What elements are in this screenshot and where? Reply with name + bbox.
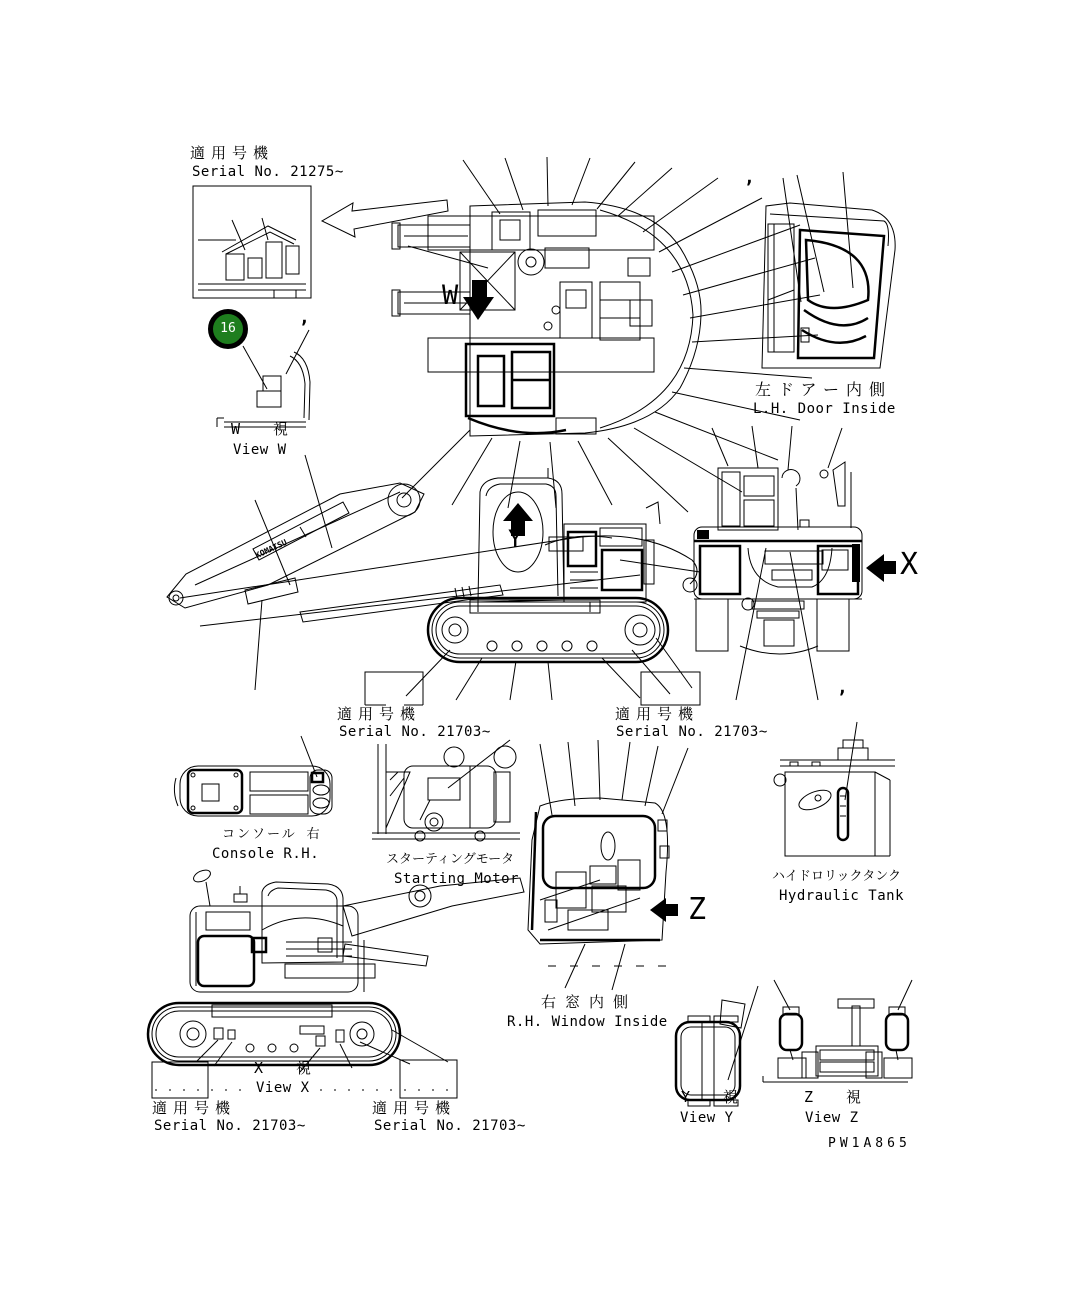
comma-mark: , — [299, 307, 310, 328]
hydraulic-tank-label-en: Hydraulic Tank — [779, 888, 905, 904]
view-z-levers-drawing — [763, 980, 912, 1082]
view-z-label-en: View Z — [805, 1110, 859, 1126]
plan-view-w-marker: W — [442, 280, 459, 311]
serial-top-label-en: Serial No. 21275~ — [192, 164, 344, 180]
rear-x-marker: X — [900, 547, 919, 582]
lh-door-label-en: L.H. Door Inside — [753, 401, 896, 417]
rh-window-inside-drawing — [528, 740, 688, 990]
serial-callout-boxes-mid — [365, 672, 700, 705]
serial-bottom-right-label-jp: 適用号機 — [372, 1099, 457, 1117]
hydraulic-tank-drawing — [774, 722, 895, 856]
serial-bottom-left-label-jp: 適用号機 — [152, 1099, 237, 1117]
seat-y-marker: Y — [508, 525, 523, 553]
hydraulic-tank-label-jp: ハイドロリックタンク — [772, 869, 901, 884]
view-w-label-jp: W 視 — [231, 420, 291, 438]
comma-mark: , — [837, 677, 848, 698]
lh-door-label-jp: 左ドアー内側 — [755, 380, 893, 399]
view-w-label-en: View W — [233, 442, 287, 458]
serial-detail-box-drawing — [193, 186, 311, 298]
rear-view-drawing — [694, 426, 896, 700]
view-y-label-jp: Y 視 — [681, 1088, 741, 1106]
view-y-label-en: View Y — [680, 1110, 734, 1126]
serial-mid-right-label-en: Serial No. 21703~ — [616, 724, 768, 740]
part-balloon-16[interactable]: 16 — [208, 309, 248, 349]
serial-mid-right-label-jp: 適用号機 — [615, 705, 700, 723]
serial-bottom-right-label-en: Serial No. 21703~ — [374, 1118, 526, 1134]
bottom-machine-drawing — [148, 868, 524, 1098]
console-rh-label-jp: コンソール 右 — [222, 827, 322, 842]
rh-window-label-en: R.H. Window Inside — [507, 1014, 668, 1030]
comma-mark: , — [744, 167, 755, 188]
lh-door-inside-drawing — [762, 172, 895, 368]
view-x-label-jp: X 視 — [254, 1059, 314, 1077]
komatsu-logo: KOMATSU — [254, 537, 289, 561]
drawing-code: PW1A865 — [828, 1136, 911, 1151]
view-z-label-jp: Z 視 — [804, 1088, 864, 1106]
serial-mid-left-label-jp: 適用号機 — [337, 705, 422, 723]
console-rh-label-en: Console R.H. — [212, 846, 320, 862]
starting-motor-drawing — [372, 740, 520, 841]
rh-window-label-jp: 右窓内側 — [541, 993, 638, 1011]
plan-view-drawing — [392, 157, 820, 512]
window-z-marker: Z — [688, 892, 707, 927]
serial-bottom-left-label-en: Serial No. 21703~ — [154, 1118, 306, 1134]
pointer-arrow-icon — [322, 200, 448, 237]
console-rh-drawing — [174, 736, 332, 816]
starting-motor-label-jp: スターティングモータ — [386, 852, 515, 867]
serial-mid-left-label-en: Serial No. 21703~ — [339, 724, 491, 740]
starting-motor-label-en: Starting Motor — [394, 871, 520, 887]
view-x-label-en: View X — [256, 1080, 310, 1096]
serial-top-label-jp: 適用号機 — [190, 144, 275, 162]
